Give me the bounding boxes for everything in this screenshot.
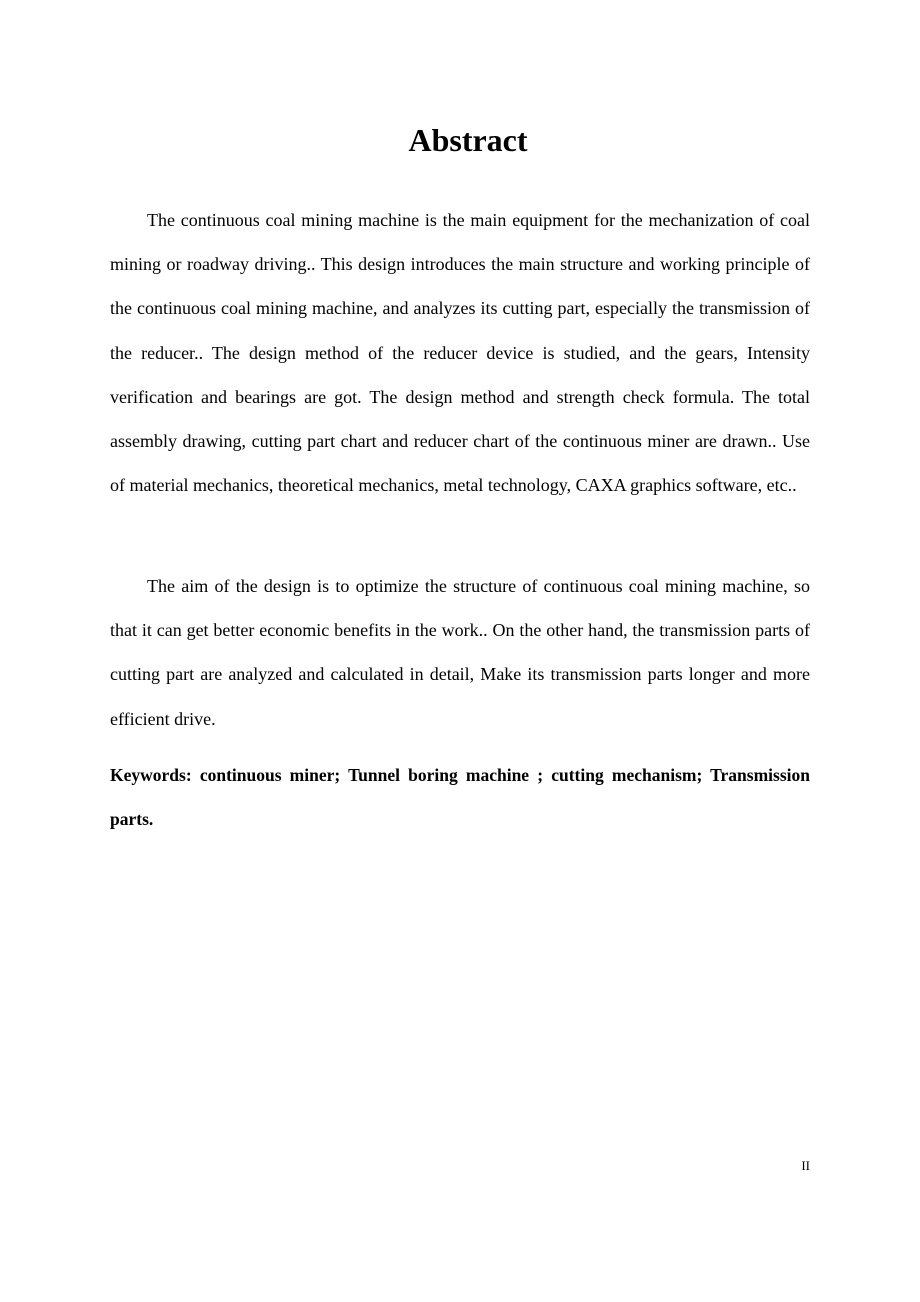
abstract-title: Abstract <box>408 122 528 158</box>
keywords-line: Keywords: continuous miner; Tunnel boring machine ; cutting mechanism; Transmission parts. <box>110 765 810 829</box>
page-number: II <box>801 1158 810 1173</box>
abstract-paragraph-1: The continuous coal mining machine is the main equipment for the mechanization of coal mining or roadway driving.. This design introduces the main structure and working principle of the continuous coal mining machine, and analyzes its cutting part, especially the transmission of the reducer.. The design method of the reducer device is studied, and the gears, Intensity verification and bearings are got. The design method and strength check formula. The total assembly drawing, cutting part chart and reducer chart of the continuous miner are drawn.. Use of material mechanics, theoretical mechanics, metal technology, CAXA graphics software, etc.. <box>110 210 810 496</box>
abstract-paragraph-2: The aim of the design is to optimize the structure of continuous coal mining machine, so that it can get better economic benefits in the work.. On the other hand, the transmission parts of cutting part are analyzed and calculated in detail, Make its transmission parts longer and more efficient drive. <box>110 576 810 729</box>
